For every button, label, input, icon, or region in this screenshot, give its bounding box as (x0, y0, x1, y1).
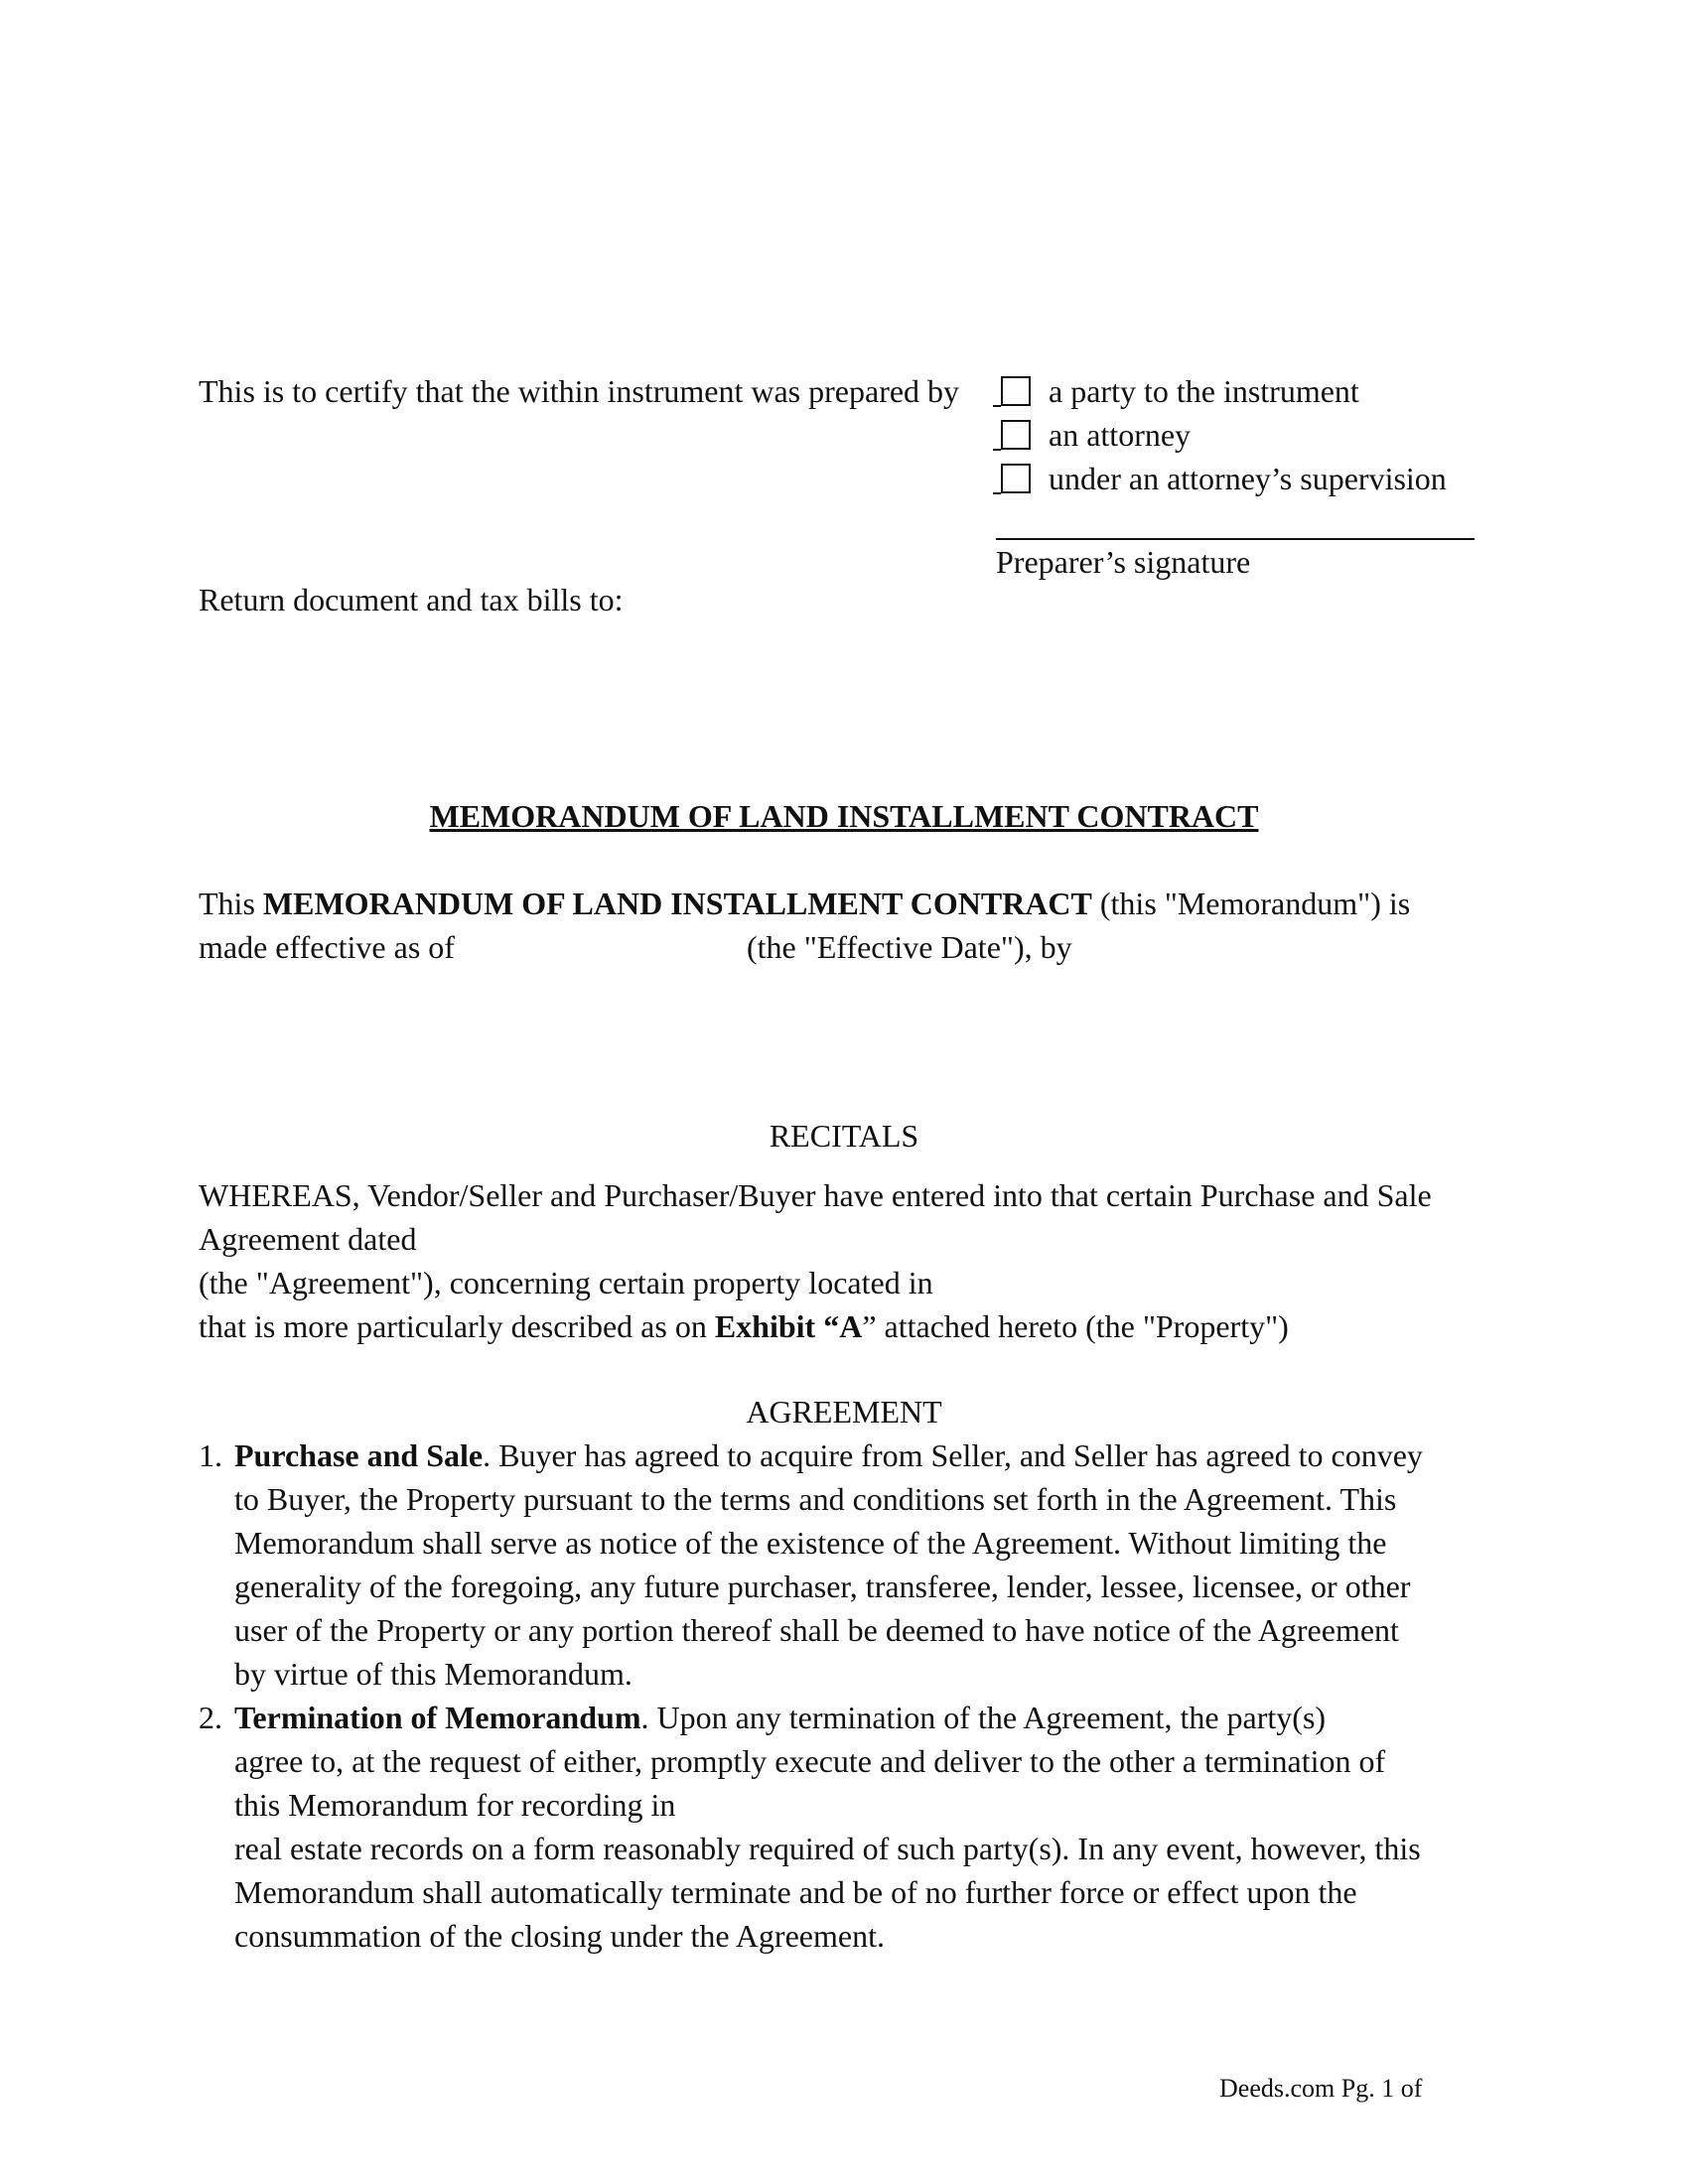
item-2-line: real estate records on a form reasonably required of such party(s). In any event, however, this (234, 1831, 1421, 1866)
recitals-line-4-suffix: ” attached hereto (the "Property") (862, 1308, 1289, 1344)
attorney-checkbox[interactable] (1001, 420, 1031, 450)
signature-label: Preparer’s signature (996, 544, 1251, 580)
item-2-line: consummation of the closing under the Agreement. (234, 1918, 885, 1954)
option-party-label: a party to the instrument (1049, 373, 1359, 409)
item-1-line: to Buyer, the Property pursuant to the terms and conditions set forth in the Agreement. This (234, 1481, 1397, 1517)
option-attorney-row (993, 415, 1191, 455)
item-2-heading: Termination of Memorandum (234, 1700, 641, 1735)
recitals-line-2: Agreement dated (199, 1221, 417, 1257)
checkbox-leader-line (993, 419, 1001, 451)
agreement-heading: AGREEMENT (746, 1394, 942, 1430)
item-number: 2. (199, 1700, 222, 1735)
option-party-row (993, 371, 1359, 411)
recitals-heading: RECITALS (769, 1118, 919, 1154)
option-supervision-row (993, 459, 1447, 498)
recitals-line-3: (the "Agreement"), concerning certain property located in (199, 1265, 933, 1300)
intro-effective-label: made effective as of (199, 929, 455, 965)
intro-suffix: (this "Memorandum") is (1091, 886, 1411, 921)
supervision-checkbox[interactable] (1001, 464, 1031, 493)
item-1-line: user of the Property or any portion thereof shall be deemed to have notice of the Agreement (234, 1612, 1399, 1648)
intro-line-1 (199, 884, 1410, 923)
intro-effective-date-label: (the "Effective Date"), by (747, 929, 1072, 965)
intro-prefix: This (199, 886, 263, 921)
item-2-first-line-rest: . Upon any termination of the Agreement, the party(s) (640, 1700, 1327, 1735)
option-supervision-label: under an attorney’s supervision (1049, 461, 1447, 496)
checkbox-leader-line (993, 463, 1001, 494)
exhibit-reference: Exhibit “A (714, 1308, 863, 1344)
item-2-line: this Memorandum for recording in (234, 1787, 676, 1823)
item-2-line: agree to, at the request of either, promptly execute and deliver to the other a termination of (234, 1743, 1386, 1779)
item-1-first-line (234, 1435, 1423, 1475)
item-2-line: Memorandum shall automatically terminate and be of no further force or effect upon the (234, 1874, 1357, 1910)
page-footer: Deeds.com Pg. 1 of (1219, 2074, 1423, 2103)
option-attorney-label: an attorney (1049, 417, 1192, 453)
item-1-line: generality of the foregoing, any future purchaser, transferee, lender, lessee, licensee, or other (234, 1569, 1411, 1604)
checkbox-leader-line (993, 375, 1001, 407)
recitals-line-4-prefix: that is more particularly described as on (199, 1308, 715, 1344)
certification-text: This is to certify that the within instrument was prepared by (199, 373, 960, 409)
item-2-first-line (234, 1698, 1326, 1737)
document-title: MEMORANDUM OF LAND INSTALLMENT CONTRACT (429, 798, 1259, 834)
item-number: 1. (199, 1437, 222, 1473)
item-1-first-line-rest: . Buyer has agreed to acquire from Seller, and Seller has agreed to convey (483, 1437, 1423, 1473)
intro-bold-title: MEMORANDUM OF LAND INSTALLMENT CONTRACT (262, 886, 1092, 921)
recitals-line-1: WHEREAS, Vendor/Seller and Purchaser/Buyer have entered into that certain Purchase and Sale (199, 1177, 1432, 1213)
item-1-line: by virtue of this Memorandum. (234, 1656, 633, 1692)
item-1-heading: Purchase and Sale (234, 1437, 484, 1473)
item-1-line: Memorandum shall serve as notice of the existence of the Agreement. Without limiting the (234, 1525, 1387, 1561)
recitals-line-4 (199, 1306, 1289, 1346)
signature-line[interactable] (996, 538, 1475, 540)
return-to-label: Return document and tax bills to: (199, 582, 624, 617)
party-checkbox[interactable] (1001, 376, 1031, 406)
